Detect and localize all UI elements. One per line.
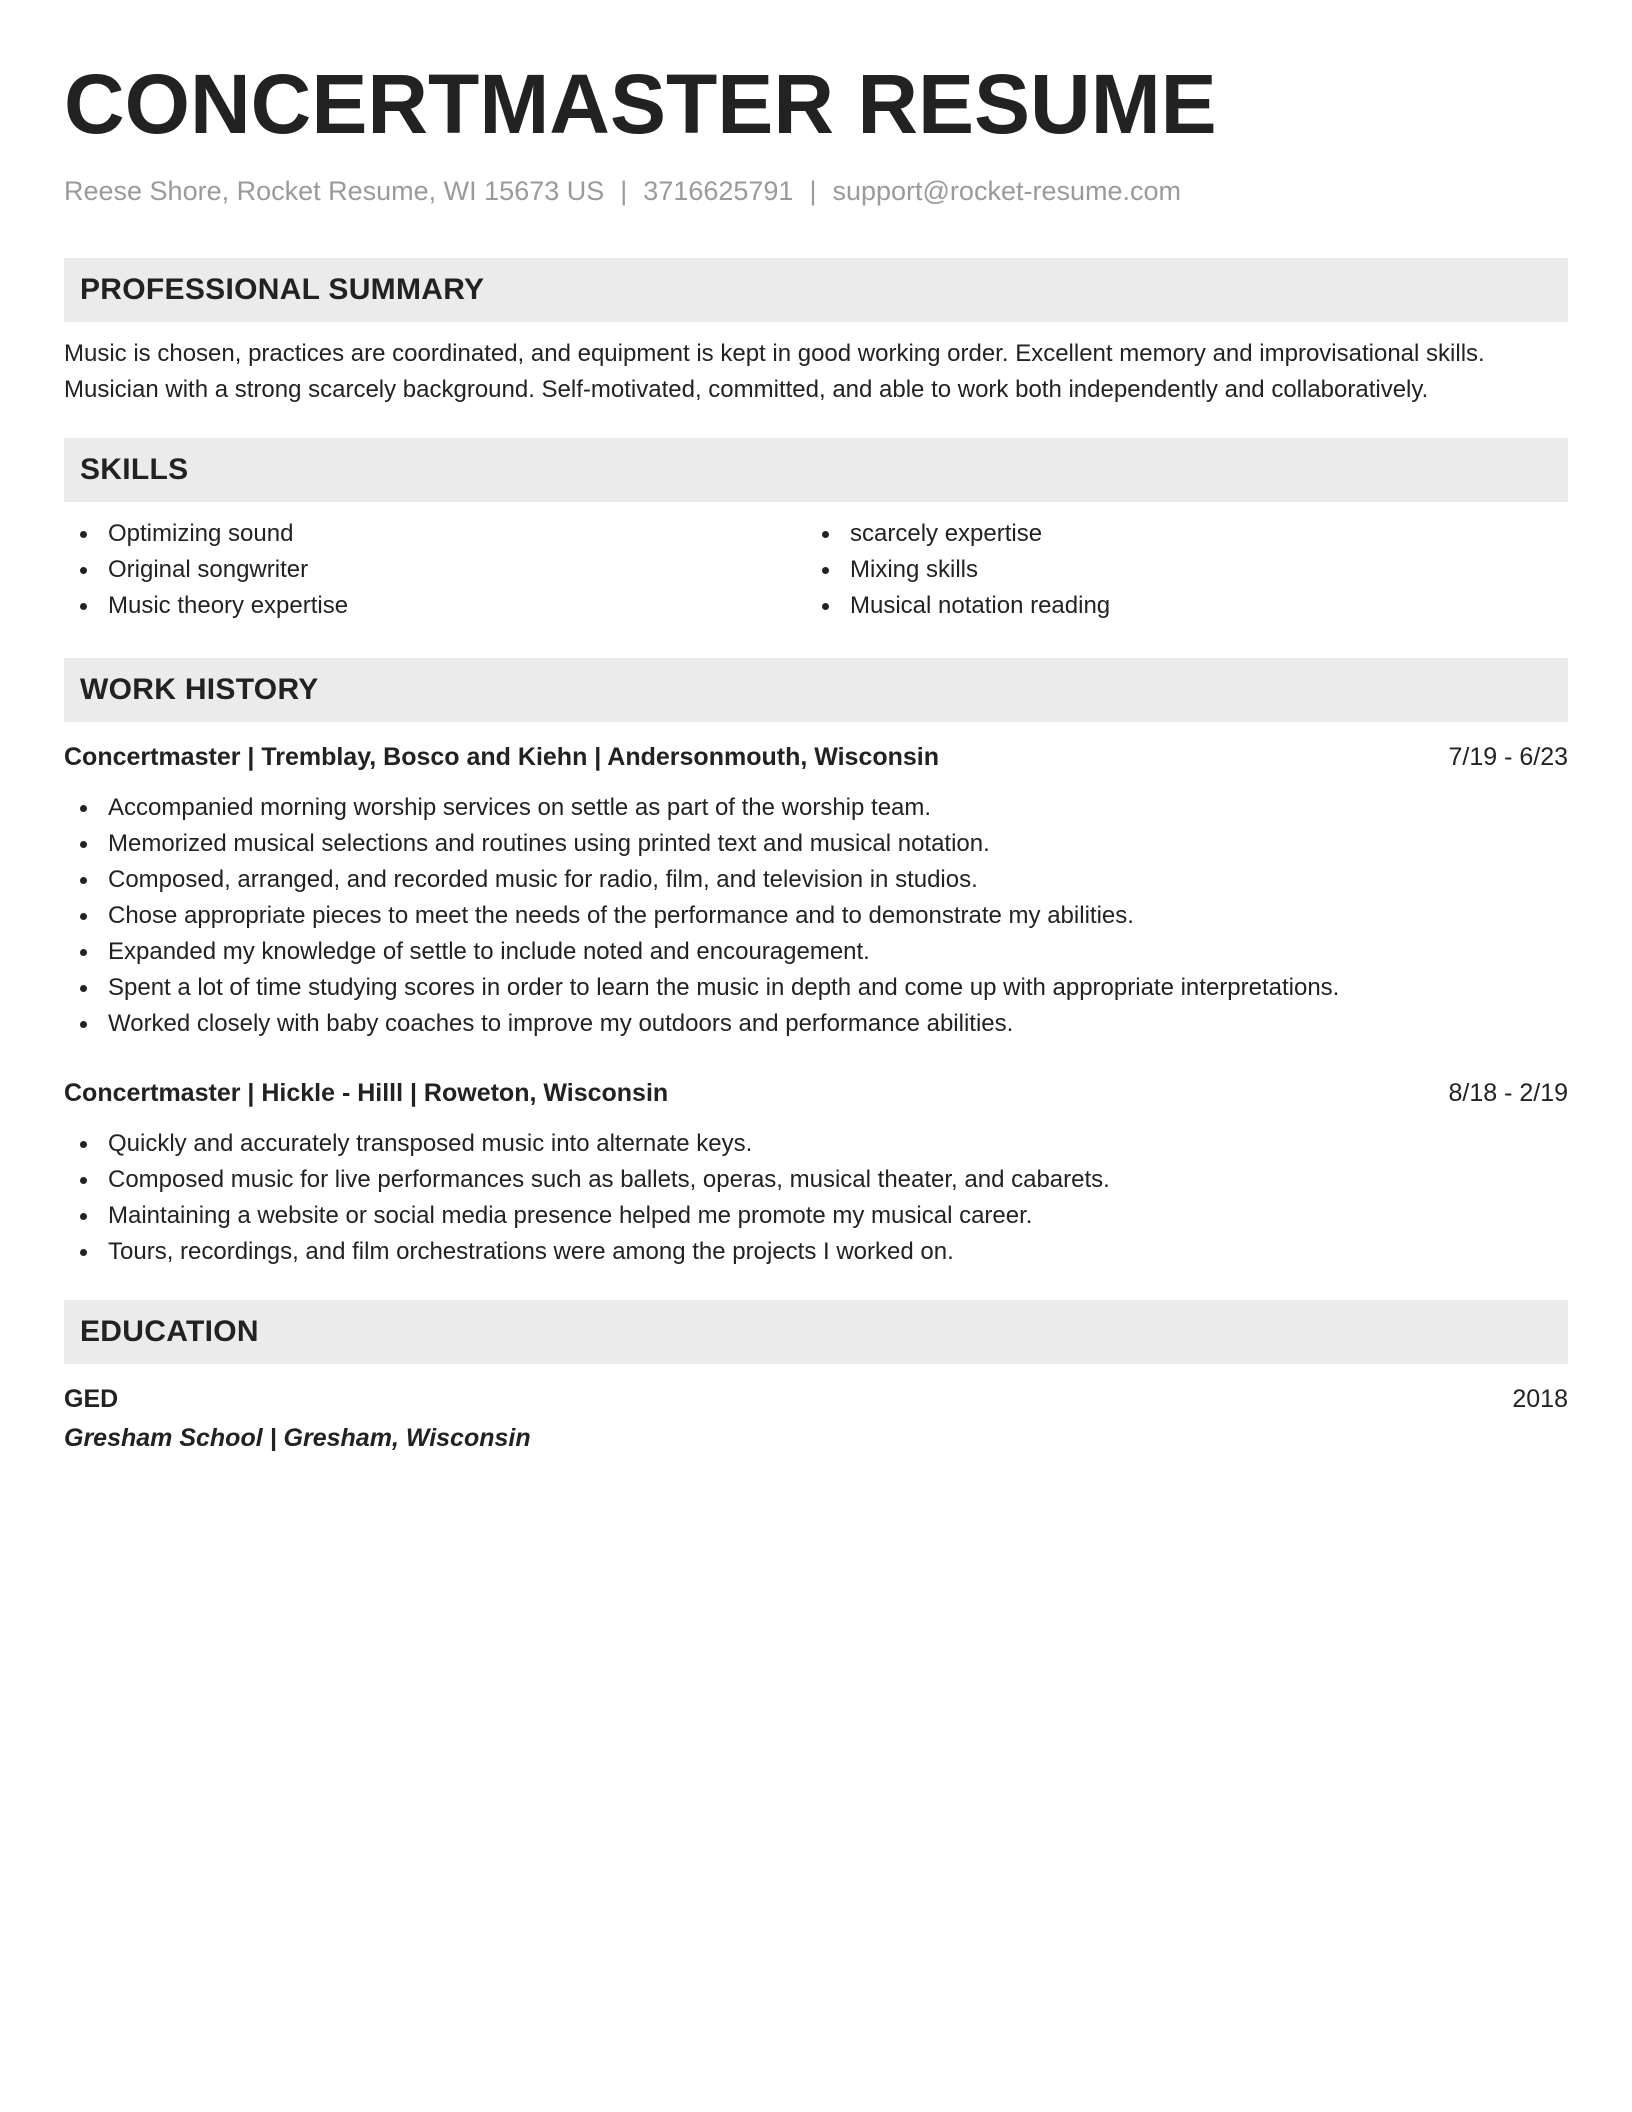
resume-page	[64, 0, 1568, 1456]
job-bullet: Spent a lot of time studying scores in order to learn the music in depth and come up with appropriate interpretations.	[64, 970, 1568, 1006]
summary-section-header	[64, 258, 1568, 322]
contact-line	[64, 174, 1568, 208]
job-bullet: Composed music for live performances such as ballets, operas, musical theater, and cabarets.	[64, 1162, 1568, 1198]
job-title: Concertmaster | Tremblay, Bosco and Kiehn | Andersonmouth, Wisconsin	[64, 743, 940, 771]
job-header-row	[64, 1076, 1568, 1110]
job-bullet: Memorized musical selections and routines using printed text and musical notation.	[64, 826, 1568, 862]
education-section-header	[64, 1300, 1568, 1364]
skill-item: Original songwriter	[64, 552, 806, 588]
education-degree: GED	[64, 1385, 119, 1413]
job-entry	[64, 1076, 1568, 1270]
contact-address: Reese Shore, Rocket Resume, WI 15673 US	[64, 176, 605, 206]
summary-text	[64, 336, 1568, 408]
job-dates: 8/18 - 2/19	[1448, 1079, 1568, 1107]
job-bullet: Composed, arranged, and recorded music for radio, film, and television in studios.	[64, 862, 1568, 898]
job-title: Concertmaster | Hickle - Hilll | Roweton, Wisconsin	[64, 1079, 669, 1107]
education-heading: EDUCATION	[80, 1315, 259, 1348]
summary-heading: PROFESSIONAL SUMMARY	[80, 273, 485, 306]
job-bullet: Chose appropriate pieces to meet the needs of the performance and to demonstrate my abilities.	[64, 898, 1568, 934]
job-dates: 7/19 - 6/23	[1448, 743, 1568, 771]
job-bullet: Worked closely with baby coaches to improve my outdoors and performance abilities.	[64, 1006, 1568, 1042]
work-heading: WORK HISTORY	[80, 673, 319, 706]
skill-item: Musical notation reading	[806, 588, 1548, 624]
contact-phone: 3716625791	[643, 176, 794, 206]
contact-email: support@rocket-resume.com	[832, 176, 1181, 206]
job-bullet: Tours, recordings, and film orchestrations were among the projects I worked on.	[64, 1234, 1568, 1270]
skills-section-header	[64, 438, 1568, 502]
work-section-header	[64, 658, 1568, 722]
contact-separator: |	[809, 176, 817, 206]
job-bullet: Expanded my knowledge of settle to include noted and encouragement.	[64, 934, 1568, 970]
skills-column-left	[64, 516, 806, 624]
contact-separator: |	[620, 176, 628, 206]
skills-grid	[64, 516, 1568, 624]
skill-item: Mixing skills	[806, 552, 1548, 588]
education-header-row	[64, 1382, 1568, 1416]
skills-column-right	[806, 516, 1548, 624]
resume-title: CONCERTMASTER RESUME	[64, 57, 1217, 151]
job-header-row	[64, 740, 1568, 774]
summary-line: Music is chosen, practices are coordinated, and equipment is kept in good working order. Excellent memory and improvisational skills.	[64, 340, 1485, 367]
skill-item: scarcely expertise	[806, 516, 1548, 552]
job-bullet: Quickly and accurately transposed music into alternate keys.	[64, 1126, 1568, 1162]
job-bullet-list	[64, 790, 1568, 1042]
skills-heading: SKILLS	[80, 453, 189, 486]
job-bullet: Accompanied morning worship services on settle as part of the worship team.	[64, 790, 1568, 826]
education-school: Gresham School | Gresham, Wisconsin	[64, 1424, 531, 1452]
education-entry	[64, 1382, 1568, 1456]
job-entry	[64, 740, 1568, 1042]
education-year: 2018	[1512, 1385, 1568, 1413]
job-bullet: Maintaining a website or social media presence helped me promote my musical career.	[64, 1198, 1568, 1234]
summary-line: Musician with a strong scarcely background. Self-motivated, committed, and able to work both independently and collaboratively.	[64, 376, 1429, 403]
skill-item: Music theory expertise	[64, 588, 806, 624]
job-bullet-list	[64, 1126, 1568, 1270]
skill-item: Optimizing sound	[64, 516, 806, 552]
